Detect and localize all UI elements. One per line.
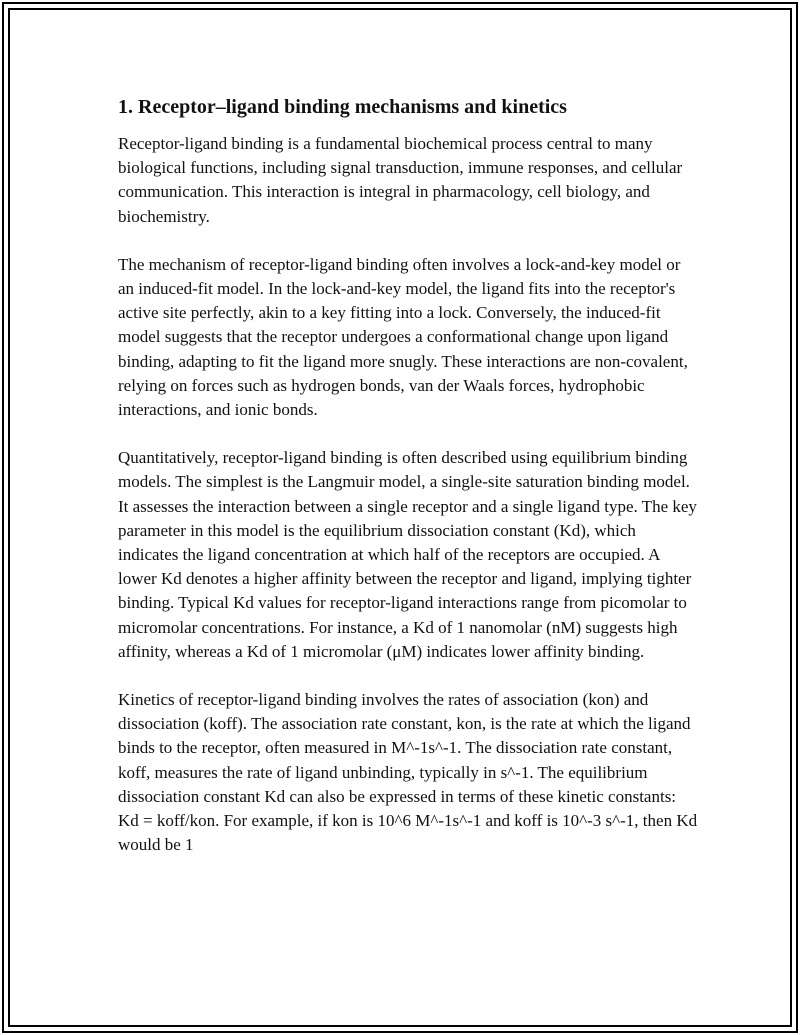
paragraph-mechanism: The mechanism of receptor-ligand binding often involves a lock-and-key model or an induced-fit model. In the lock-and-key model, the ligand fits into the receptor's active site perfectly, akin to a key fitting into a lock. Conversely, the induced-fit model suggests that the receptor undergoes a conformational change upon ligand binding, adapting to fit the ligand more snugly. These interactions are non-covalent, relying on forces such as hydrogen bonds, van der Waals forces, hydrophobic interactions, and ionic bonds. xyxy=(118,254,688,420)
section-heading: 1. Receptor–ligand binding mechanisms and kinetics xyxy=(118,96,567,118)
document-body xyxy=(118,94,698,881)
paragraph-intro: Receptor-ligand binding is a fundamental biochemical process central to many biological functions, including signal transduction, immune responses, and cellular communication. This interaction is integral in pharmacology, cell biology, and biochemistry. xyxy=(118,134,683,226)
paragraph-equilibrium: Quantitatively, receptor-ligand binding is often described using equilibrium binding models. The simplest is the Langmuir model, a single-site saturation binding model. It assesses the interaction between a single receptor and a single ligand type. The key parameter in this model is the equilibrium dissociation constant (Kd), which indicates the ligand concentration at which half of the receptors are occupied. A lower Kd denotes a higher affinity between the receptor and ligand, implying tighter binding. Typical Kd values for receptor-ligand interactions range from picomolar to micromolar concentrations. For instance, a Kd of 1 nanomolar (nM) suggests high affinity, whereas a Kd of 1 micromolar (μM) indicates lower affinity binding. xyxy=(118,448,697,661)
paragraph-kinetics: Kinetics of receptor-ligand binding involves the rates of association (kon) and dissociation (koff). The association rate constant, kon, is the rate at which the ligand binds to the receptor, often measured in M^-1s^-1. The dissociation rate constant, koff, measures the rate of ligand unbinding, typically in s^-1. The equilibrium dissociation constant Kd can also be expressed in terms of these kinetic constants: Kd = koff/kon. For example, if kon is 10^6 M^-1s^-1 and koff is 10^-3 s^-1, then Kd would be 1 xyxy=(118,690,698,855)
